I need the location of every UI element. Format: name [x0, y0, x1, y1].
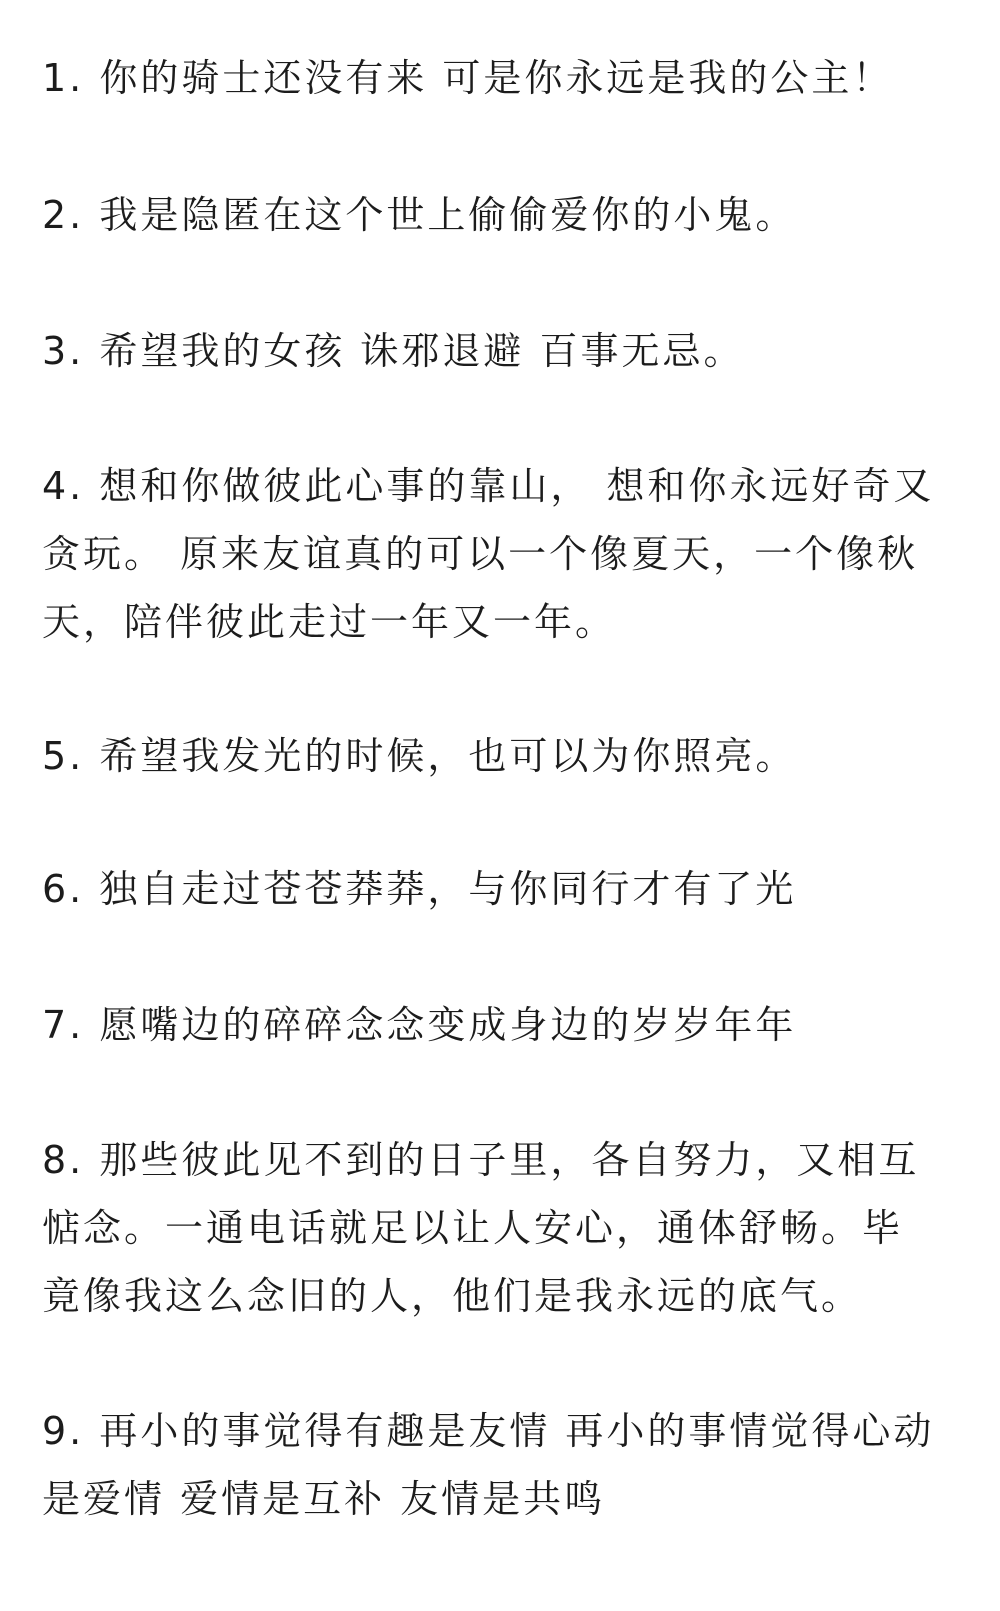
item-8-line-2: 惦念。一通电话就足以让人安心，通体舒畅。毕 [42, 1206, 904, 1250]
item-8-line-3: 竟像我这么念旧的人，他们是我永远的底气。 [42, 1274, 863, 1318]
item-6-line-1: 6. 独自走过苍苍莽莽，与你同行才有了光 [42, 867, 797, 911]
item-9-line-1: 9. 再小的事觉得有趣是友情 再小的事情觉得心动 [42, 1409, 935, 1453]
item-4-line-3: 天，陪伴彼此走过一年又一年。 [42, 600, 617, 644]
item-7-line-1: 7. 愿嘴边的碎碎念念变成身边的岁岁年年 [42, 1003, 797, 1047]
item-4-line-2: 贪玩。 原来友谊真的可以一个像夏天，一个像秋 [42, 532, 919, 576]
item-2-line-1: 2. 我是隐匿在这个世上偷偷爱你的小鬼。 [42, 193, 797, 237]
item-1-line-1: 1. 你的骑士还没有来 可是你永远是我的公主！ [42, 56, 894, 100]
item-5-line-1: 5. 希望我发光的时候，也可以为你照亮。 [42, 734, 797, 778]
item-9-line-2: 是爱情 爱情是互补 友情是共鸣 [42, 1477, 606, 1521]
item-3-line-1: 3. 希望我的女孩 诛邪退避 百事无忌。 [42, 329, 745, 373]
item-8-line-1: 8. 那些彼此见不到的日子里，各自努力，又相互 [42, 1138, 920, 1182]
item-4-line-1: 4. 想和你做彼此心事的靠山， 想和你永远好奇又 [42, 464, 935, 508]
